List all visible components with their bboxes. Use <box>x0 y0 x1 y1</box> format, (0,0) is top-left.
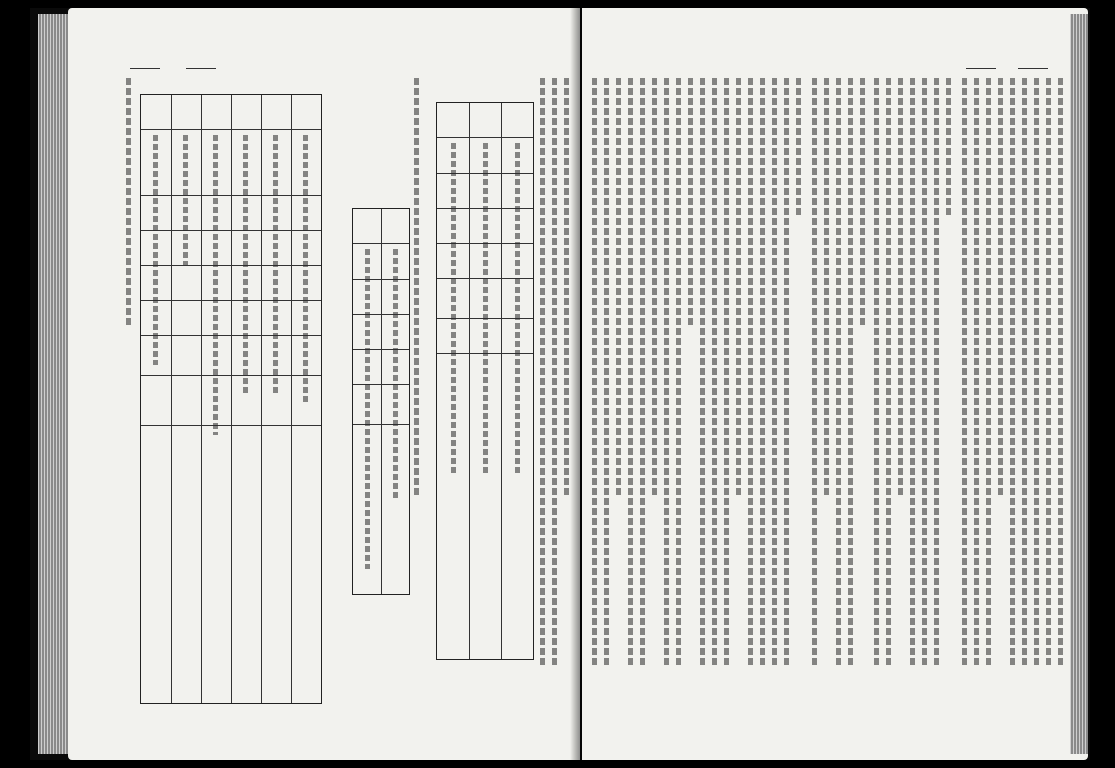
text-column <box>758 78 767 678</box>
text-column <box>1056 78 1065 678</box>
text-column <box>550 78 559 678</box>
page-edges-right <box>1070 14 1088 754</box>
text-column <box>662 78 671 678</box>
text-column <box>996 78 1005 678</box>
table-title <box>326 94 346 254</box>
text-column <box>960 78 969 678</box>
page-edges-left <box>38 14 68 754</box>
page-number-rule <box>130 68 160 69</box>
text-column <box>746 78 755 678</box>
text-column <box>1008 78 1017 678</box>
text-column <box>734 78 743 678</box>
text-column <box>822 78 831 678</box>
text-column <box>972 78 981 678</box>
text-column <box>858 78 867 678</box>
left-page <box>68 8 580 760</box>
text-column <box>896 78 905 678</box>
text-column <box>698 78 707 678</box>
army-table <box>436 102 534 660</box>
detachment-table <box>352 208 410 595</box>
text-column <box>614 78 623 678</box>
text-column <box>944 78 953 678</box>
text-column <box>626 78 635 678</box>
text-column <box>686 78 695 678</box>
table-footnote <box>124 78 133 678</box>
text-column <box>650 78 659 678</box>
text-column <box>722 78 731 678</box>
text-column <box>1032 78 1041 678</box>
text-column <box>590 78 599 678</box>
book-spread <box>30 8 1090 760</box>
text-column <box>884 78 893 678</box>
text-column <box>782 78 791 678</box>
text-column <box>810 78 819 678</box>
text-column <box>674 78 683 678</box>
page-number-rule <box>966 68 996 69</box>
text-column <box>872 78 881 678</box>
page-number-rule <box>186 68 216 69</box>
text-column <box>1020 78 1029 678</box>
text-column <box>538 78 547 678</box>
text-column <box>602 78 611 678</box>
text-column <box>794 78 803 678</box>
division-table <box>140 94 322 704</box>
text-column <box>638 78 647 678</box>
text-column <box>834 78 843 678</box>
page-number-rule <box>1018 68 1048 69</box>
text-column <box>984 78 993 678</box>
text-column <box>908 78 917 678</box>
text-column <box>846 78 855 678</box>
table-note <box>412 78 421 678</box>
text-column <box>932 78 941 678</box>
right-page <box>582 8 1088 760</box>
text-column <box>1044 78 1053 678</box>
text-column <box>920 78 929 678</box>
text-column <box>770 78 779 678</box>
text-column <box>710 78 719 678</box>
